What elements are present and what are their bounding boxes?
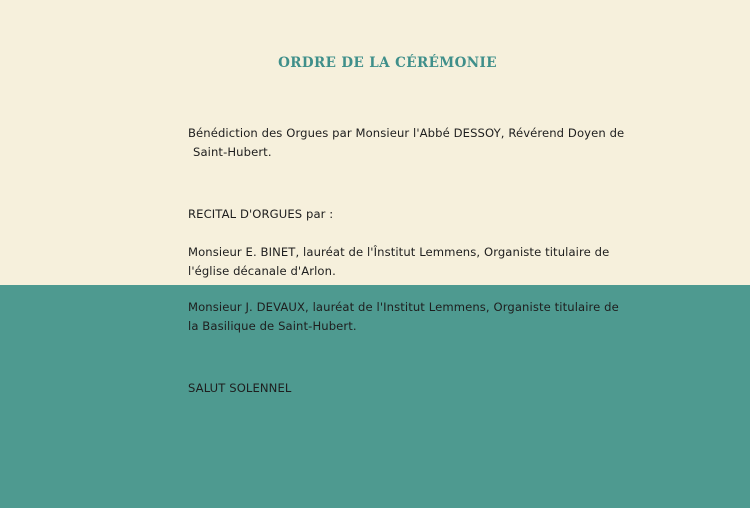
paragraph-recital-heading (188, 205, 658, 224)
paragraph-benediction (188, 124, 658, 162)
paragraph-line: la Basilique de Saint-Hubert. (188, 319, 357, 333)
paragraph-line: Saint-Hubert. (193, 145, 272, 159)
paragraph-binet (188, 243, 658, 281)
paragraph-line: Monsieur E. BINET, lauréat de l'Înstitut Lemmens, Organiste titulaire de (188, 245, 610, 259)
paragraph-line: Bénédiction des Orgues par Monsieur l'Abbé DESSOY, Révérend Doyen de (188, 126, 625, 140)
paragraph-devaux (188, 298, 658, 336)
paragraph-line: Monsieur J. DEVAUX, lauréat de l'Institut Lemmens, Organiste titulaire de (188, 300, 619, 314)
paragraph-salut (188, 379, 658, 398)
paragraph-line: SALUT SOLENNEL (188, 381, 292, 395)
document-title: ORDRE DE LA CÉRÉMONIE (278, 55, 497, 71)
paragraph-line: RECITAL D'ORGUES par : (188, 207, 334, 221)
paragraph-line: l'église décanale d'Arlon. (188, 264, 336, 278)
